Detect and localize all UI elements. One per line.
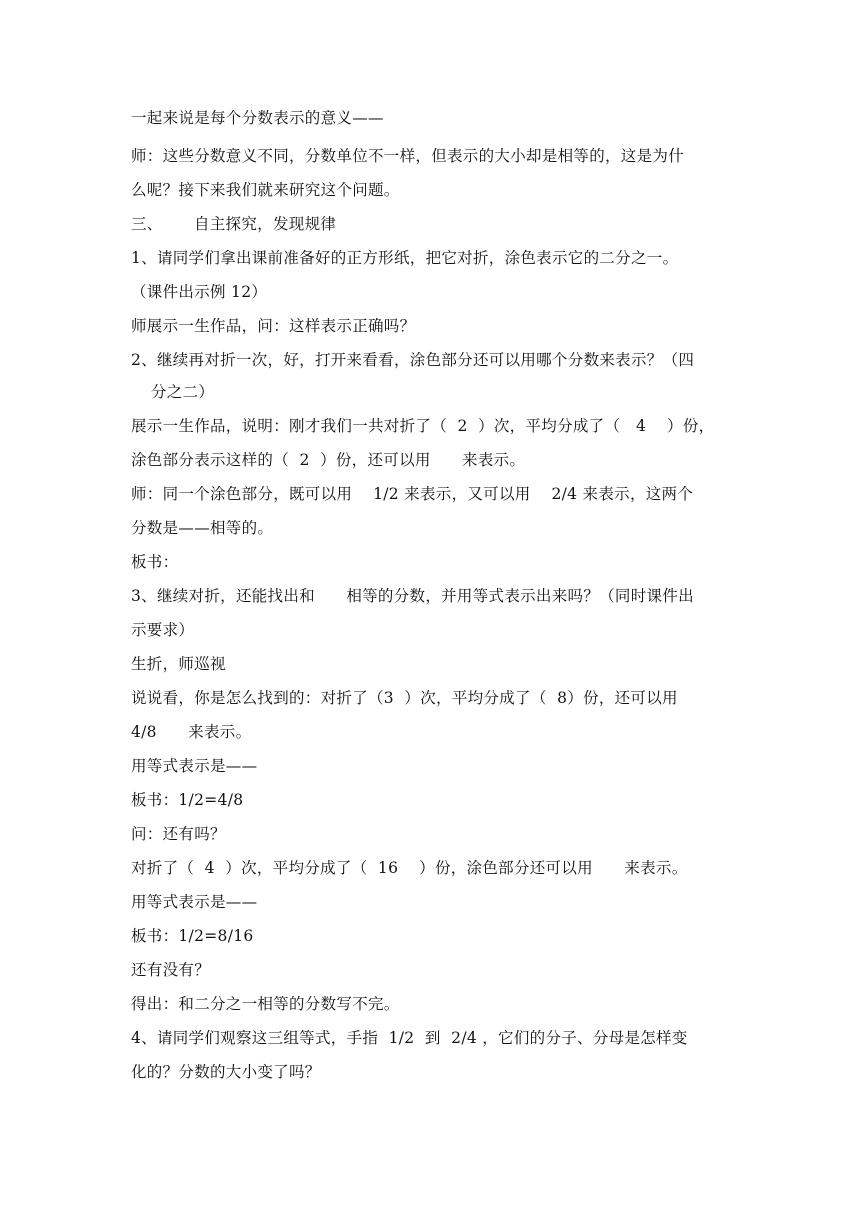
text-line: 板书：1/2=4/8	[131, 791, 244, 809]
text-line: 师：这些分数意义不同，分数单位不一样，但表示的大小却是相等的，这是为什	[131, 147, 685, 165]
text-line: 4/8 来表示。	[131, 723, 252, 741]
text-line: 化的？分数的大小变了吗？	[131, 1063, 321, 1081]
section-heading: 三、 自主探究，发现规律	[131, 215, 337, 233]
text-line: 涂色部分表示这样的（ 2 ）份，还可以用 来表示。	[131, 451, 526, 469]
text-line: 2、继续再对折一次，好，打开来看看，涂色部分还可以用哪个分数来表示？（四	[131, 351, 695, 369]
text-line: 板书：1/2=8/16	[131, 927, 254, 945]
text-line: 问：还有吗？	[131, 825, 226, 843]
text-line: 展示一生作品，说明：刚才我们一共对折了（ 2 ）次，平均分成了（ 4 ）份，	[131, 417, 715, 435]
text-line: 板书：	[131, 553, 179, 571]
text-line: 对折了（ 4 ）次，平均分成了（ 16 ）份，涂色部分还可以用 来表示。	[131, 859, 688, 877]
text-line: 说说看，你是怎么找到的：对折了（3 ）次，平均分成了（ 8）份，还可以用	[131, 689, 678, 707]
text-line: 示要求）	[131, 621, 195, 639]
text-line: 么呢？接下来我们就来研究这个问题。	[131, 181, 400, 199]
text-line: 师展示一生作品，问：这样表示正确吗？	[131, 317, 416, 335]
text-line: 师：同一个涂色部分，既可以用 1/2 来表示，又可以用 2/4 来表示，这两个	[131, 485, 694, 503]
text-line: 用等式表示是——	[131, 757, 258, 775]
text-line: （课件出示例 12）	[131, 283, 268, 301]
text-line: 生折，师巡视	[131, 655, 226, 673]
text-line: 分之二）	[151, 383, 215, 401]
text-line: 1、请同学们拿出课前准备好的正方形纸，把它对折，涂色表示它的二分之一。	[131, 249, 679, 267]
text-line: 一起来说是每个分数表示的意义——	[131, 109, 384, 127]
text-line: 分数是——相等的。	[131, 519, 274, 537]
text-line: 4、请同学们观察这三组等式，手指 1/2 到 2/4 ，它们的分子、分母是怎样变	[131, 1029, 688, 1047]
text-line: 3、继续对折，还能找出和 相等的分数，并用等式表示出来吗？（同时课件出	[131, 587, 694, 605]
text-line: 得出：和二分之一相等的分数写不完。	[131, 995, 400, 1013]
text-line: 用等式表示是——	[131, 893, 258, 911]
text-line: 还有没有？	[131, 961, 211, 979]
